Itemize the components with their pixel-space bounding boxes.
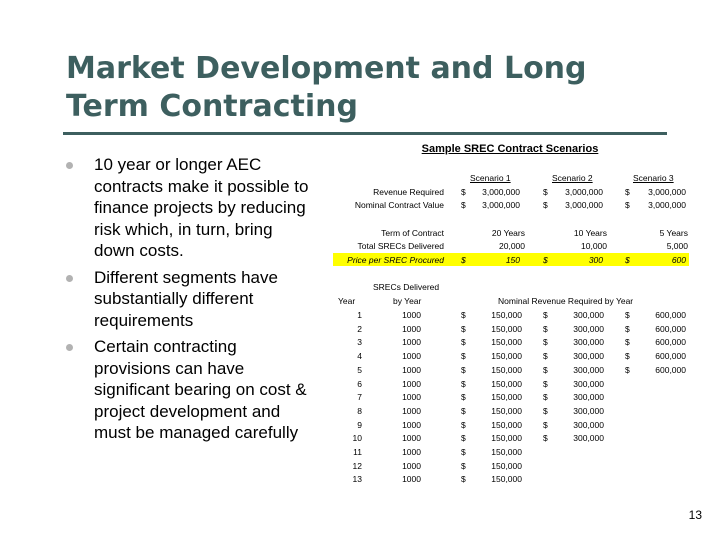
srecs-cell: 1000: [402, 433, 421, 444]
year-cell: 1: [357, 310, 362, 320]
currency-sign: $: [461, 337, 466, 348]
row-label: Price per SREC Procured: [347, 255, 444, 265]
currency-sign: $: [625, 323, 630, 334]
year-cell: 12: [352, 460, 362, 471]
revenue-cell: 300,000: [573, 419, 604, 430]
srecs-cell: 1000: [402, 460, 421, 471]
currency-sign: $: [461, 378, 466, 389]
row-label: Nominal Contract Value: [354, 200, 444, 210]
currency-sign: $: [543, 323, 548, 334]
year-cell: 7: [357, 392, 362, 403]
revenue-cell: 150,000: [491, 364, 522, 375]
revenue-cell: 300,000: [573, 378, 604, 389]
year-cell: 3: [357, 337, 362, 348]
revenue-cell: 600,000: [655, 351, 686, 362]
revenue-cell: 150,000: [491, 419, 522, 430]
currency-sign: $: [543, 337, 548, 348]
cell-value: 5,000: [666, 241, 688, 251]
year-cell: 9: [357, 419, 362, 430]
currency-sign: $: [543, 433, 548, 444]
currency-sign: $: [625, 200, 630, 210]
srecs-cell: 1000: [402, 392, 421, 403]
srecs-cell: 1000: [402, 405, 421, 416]
cell-value: 600: [671, 255, 686, 265]
cell-value: 3,000,000: [482, 187, 520, 197]
revenue-cell: 150,000: [491, 323, 522, 334]
currency-sign: $: [461, 255, 466, 265]
bullet-text: 10 year or longer AEC contracts make it possible to finance projects by reducing risk which, in turn, bring down costs.: [94, 155, 309, 260]
currency-sign: $: [625, 255, 630, 265]
revenue-cell: 150,000: [491, 405, 522, 416]
page-number: 13: [688, 508, 702, 522]
currency-sign: $: [625, 187, 630, 197]
currency-sign: $: [543, 200, 548, 210]
srecs-cell: 1000: [402, 419, 421, 430]
bullet-text: Different segments have substantially different requirements: [94, 267, 278, 330]
currency-sign: $: [543, 378, 548, 389]
revenue-cell: 150,000: [491, 474, 522, 485]
revenue-cell: 300,000: [573, 405, 604, 416]
currency-sign: $: [461, 460, 466, 471]
revenue-cell: 600,000: [655, 337, 686, 348]
scenario-header: Scenario 3: [633, 173, 674, 183]
revenue-cell: 600,000: [655, 310, 686, 320]
currency-sign: $: [625, 364, 630, 375]
srecs-header-line-2: by Year: [393, 296, 422, 306]
cell-value: 3,000,000: [648, 187, 686, 197]
revenue-cell: 150,000: [491, 378, 522, 389]
cell-value: 3,000,000: [648, 200, 686, 210]
year-cell: 4: [357, 351, 362, 362]
revenue-cell: 150,000: [491, 447, 522, 457]
srecs-cell: 1000: [402, 378, 421, 389]
year-header: Year: [338, 296, 356, 306]
cell-value: 20 Years: [491, 228, 525, 238]
bullet-text: Certain contracting provisions can have significant bearing on cost & project development and must be managed carefully: [94, 337, 307, 442]
revenue-cell: 150,000: [491, 460, 522, 471]
cell-value: 3,000,000: [482, 200, 520, 210]
currency-sign: $: [543, 392, 548, 403]
scenario-header: Scenario 1: [470, 173, 511, 183]
currency-sign: $: [543, 364, 548, 375]
currency-sign: $: [543, 419, 548, 430]
revenue-cell: 150,000: [491, 337, 522, 348]
currency-sign: $: [461, 310, 466, 320]
currency-sign: $: [625, 310, 630, 320]
currency-sign: $: [543, 310, 548, 320]
revenue-cell: 150,000: [491, 310, 522, 320]
srecs-cell: 1000: [402, 337, 421, 348]
row-label: Total SRECs Delivered: [357, 241, 444, 251]
revenue-cell: 300,000: [573, 364, 604, 375]
srecs-cell: 1000: [402, 364, 421, 375]
currency-sign: $: [625, 351, 630, 362]
nominal-revenue-header: Nominal Revenue Required by Year: [498, 296, 634, 306]
srecs-cell: 1000: [402, 310, 421, 320]
currency-sign: $: [625, 337, 630, 348]
currency-sign: $: [543, 187, 548, 197]
cell-value: 3,000,000: [565, 200, 603, 210]
srecs-cell: 1000: [402, 447, 421, 457]
cell-value: 5 Years: [659, 228, 688, 238]
revenue-cell: 300,000: [573, 337, 604, 348]
currency-sign: $: [543, 255, 548, 265]
currency-sign: $: [461, 447, 466, 457]
srecs-cell: 1000: [402, 323, 421, 334]
year-cell: 10: [352, 433, 362, 444]
year-cell: 5: [357, 364, 362, 375]
cell-value: 3,000,000: [565, 187, 603, 197]
title-line-2: Term Contracting: [66, 89, 358, 124]
revenue-cell: 600,000: [655, 323, 686, 334]
currency-sign: $: [543, 351, 548, 362]
revenue-cell: 300,000: [573, 310, 604, 320]
revenue-cell: 150,000: [491, 351, 522, 362]
revenue-cell: 600,000: [655, 364, 686, 375]
currency-sign: $: [543, 405, 548, 416]
year-cell: 6: [357, 378, 362, 389]
cell-value: 20,000: [499, 241, 525, 251]
currency-sign: $: [461, 200, 466, 210]
revenue-cell: 300,000: [573, 392, 604, 403]
currency-sign: $: [461, 474, 466, 485]
year-cell: 2: [357, 323, 362, 334]
currency-sign: $: [461, 351, 466, 362]
cell-value: 150: [505, 255, 520, 265]
cell-value: 10 Years: [573, 228, 607, 238]
currency-sign: $: [461, 364, 466, 375]
srecs-header: SRECs Delivered: [373, 282, 440, 292]
scenario-header: Scenario 2: [552, 173, 593, 183]
srecs-cell: 1000: [402, 351, 421, 362]
revenue-cell: 300,000: [573, 351, 604, 362]
year-cell: 11: [353, 447, 362, 457]
currency-sign: $: [461, 392, 466, 403]
revenue-cell: 150,000: [491, 433, 522, 444]
currency-sign: $: [461, 187, 466, 197]
currency-sign: $: [461, 433, 466, 444]
year-cell: 8: [357, 405, 362, 416]
year-cell: 13: [352, 474, 362, 485]
cell-value: 300: [588, 255, 603, 265]
currency-sign: $: [461, 323, 466, 334]
srecs-cell: 1000: [402, 474, 421, 485]
currency-sign: $: [461, 419, 466, 430]
revenue-cell: 150,000: [491, 392, 522, 403]
title-line-1: Market Development and Long: [66, 51, 587, 86]
cell-value: 10,000: [581, 241, 607, 251]
revenue-cell: 300,000: [573, 433, 604, 444]
currency-sign: $: [461, 405, 466, 416]
revenue-cell: 300,000: [573, 323, 604, 334]
row-label: Revenue Required: [373, 187, 444, 197]
row-label: Term of Contract: [381, 228, 444, 238]
table-title: Sample SREC Contract Scenarios: [421, 143, 599, 155]
